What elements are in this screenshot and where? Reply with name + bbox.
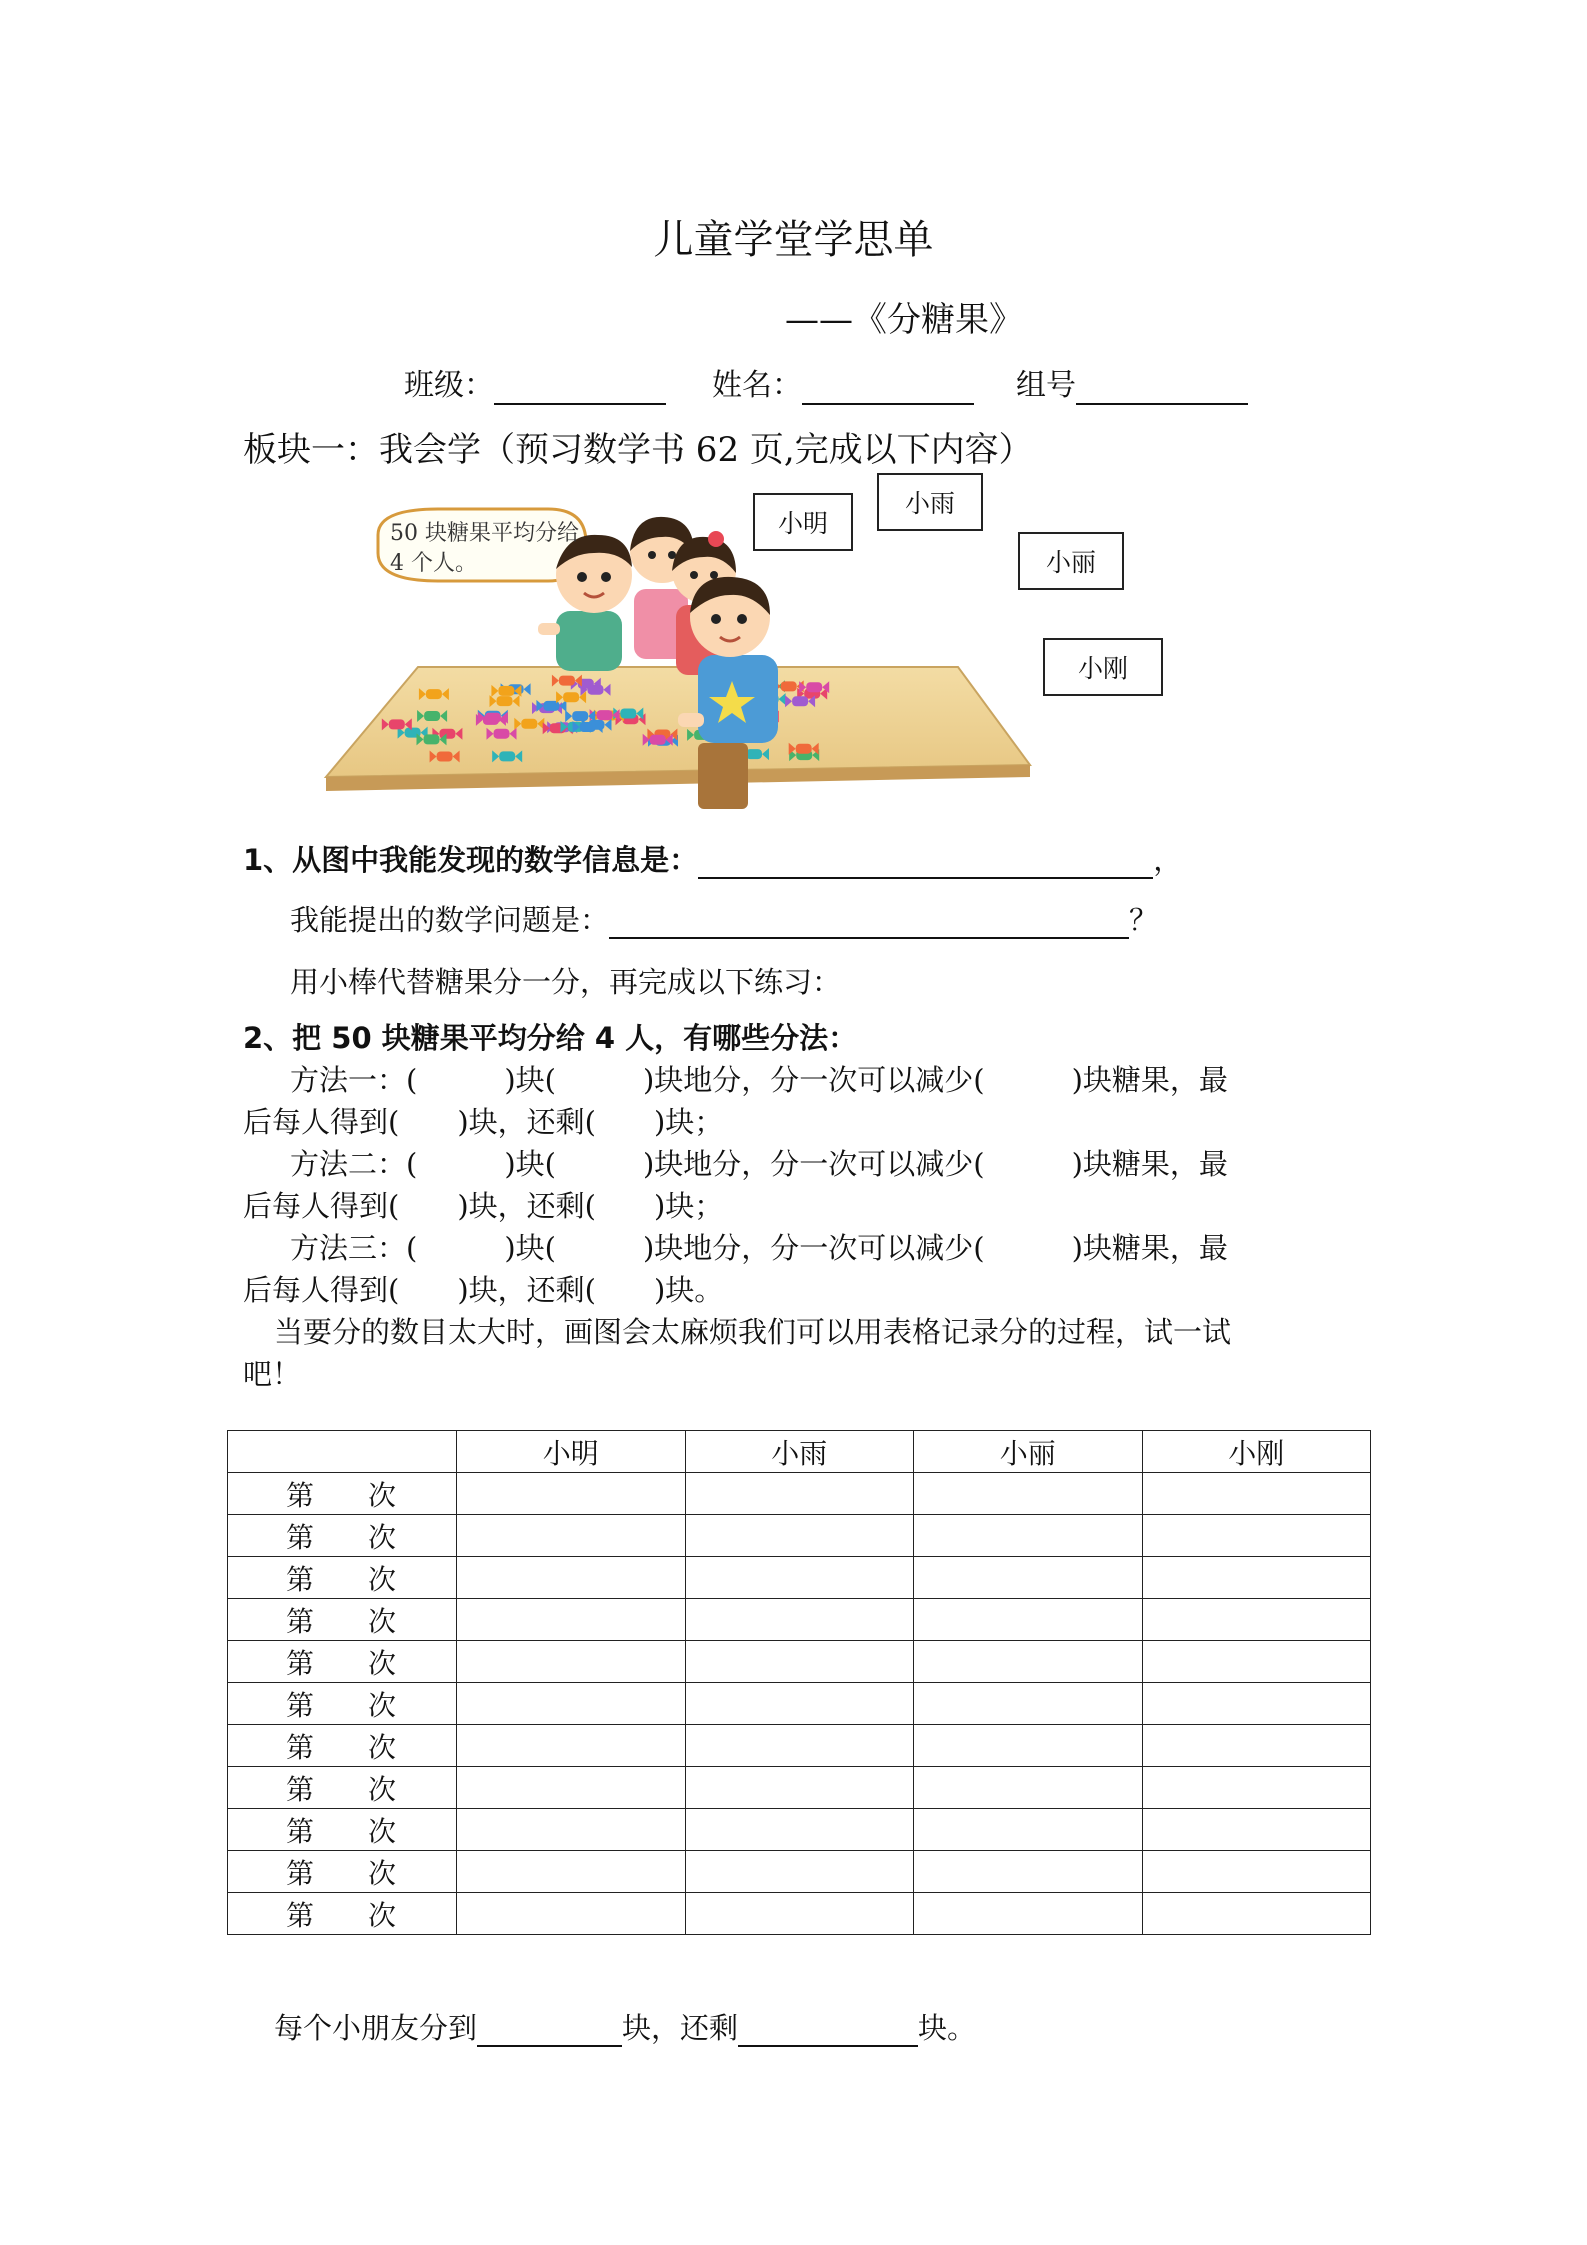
footer-each-blank[interactable] [477,2011,622,2047]
method3-line-a: 方法三：( )块( )块地分，分一次可以减少( )块糖果，最 [290,1231,1228,1265]
cell-xiaoli[interactable] [914,1641,1143,1683]
row-label-ordinal: 第 [286,1688,315,1722]
cell-xiaogang[interactable] [1142,1473,1371,1515]
table-header-row [228,1431,1371,1473]
cell-xiaoyu[interactable] [685,1809,914,1851]
row-label-cell [228,1683,457,1725]
q1-prompt-info: 1、从图中我能发现的数学信息是： [243,843,699,877]
table-body [228,1473,1371,1935]
row-label-times: 次 [368,1646,397,1680]
table-row [228,1893,1371,1935]
cell-xiaoming[interactable] [457,1515,686,1557]
row-label-ordinal: 第 [286,1604,315,1638]
cell-xiaogang[interactable] [1142,1809,1371,1851]
name-tag-xiaoli: 小丽 [1018,532,1124,590]
row-label-times: 次 [368,1562,397,1596]
group-field [1016,360,1248,405]
name-label: 姓名： [712,368,802,403]
header-cell-xiaoyu: 小雨 [685,1431,914,1473]
cell-xiaogang[interactable] [1142,1683,1371,1725]
cell-xiaoli[interactable] [914,1599,1143,1641]
header-cell-xiaoli: 小丽 [914,1431,1143,1473]
table-row [228,1515,1371,1557]
note-line-b: 吧！ [243,1357,302,1391]
candy-illustration [318,495,1050,813]
footer-text-a: 每个小朋友分到 [274,2011,478,2045]
method1-line-a: 方法一：( )块( )块地分，分一次可以减少( )块糖果，最 [290,1063,1228,1097]
cell-xiaoyu[interactable] [685,1683,914,1725]
row-label-ordinal: 第 [286,1730,315,1764]
cell-xiaoyu[interactable] [685,1599,914,1641]
row-label-times: 次 [368,1688,397,1722]
cell-xiaoyu[interactable] [685,1473,914,1515]
cell-xiaoli[interactable] [914,1473,1143,1515]
cell-xiaoming[interactable] [457,1893,686,1935]
method2-line-a: 方法二：( )块( )块地分，分一次可以减少( )块糖果，最 [290,1147,1228,1181]
row-label-times: 次 [368,1604,397,1638]
cell-xiaogang[interactable] [1142,1515,1371,1557]
row-label-cell [228,1809,457,1851]
name-tag-xiaoyu: 小雨 [877,473,983,531]
group-label: 组号 [1016,368,1076,403]
group-blank[interactable] [1076,368,1248,405]
row-label-cell [228,1641,457,1683]
method2-line-b: 后每人得到( )块，还剩( )块； [243,1189,724,1223]
footer-remain-blank[interactable] [738,2011,918,2047]
table-row [228,1851,1371,1893]
table-row [228,1809,1371,1851]
cell-xiaogang[interactable] [1142,1599,1371,1641]
cell-xiaogang[interactable] [1142,1851,1371,1893]
row-label-times: 次 [368,1772,397,1806]
method3-line-b: 后每人得到( )块，还剩( )块。 [243,1273,724,1307]
speech-bubble-text: 50 块糖果平均分给 4 个人。 [390,521,579,576]
cell-xiaoli[interactable] [914,1767,1143,1809]
footer-sentence [274,2006,976,2047]
table-row [228,1473,1371,1515]
page-subtitle: ——《分糖果》 [785,300,1023,340]
cell-xiaoming[interactable] [457,1641,686,1683]
row-label-times: 次 [368,1520,397,1554]
cell-xiaoli[interactable] [914,1683,1143,1725]
row-label-ordinal: 第 [286,1856,315,1890]
row-label-ordinal: 第 [286,1898,315,1932]
row-label-cell [228,1893,457,1935]
cell-xiaoming[interactable] [457,1767,686,1809]
row-label-ordinal: 第 [286,1772,315,1806]
cell-xiaoyu[interactable] [685,1725,914,1767]
table-row [228,1641,1371,1683]
class-blank[interactable] [494,368,666,405]
cell-xiaoming[interactable] [457,1725,686,1767]
cell-xiaoming[interactable] [457,1809,686,1851]
header-cell-xiaoming: 小明 [457,1431,686,1473]
row-label-ordinal: 第 [286,1646,315,1680]
name-field [712,360,974,405]
cell-xiaoyu[interactable] [685,1893,914,1935]
q1-info-blank[interactable] [698,843,1153,879]
row-label-cell [228,1557,457,1599]
header-cell-xiaogang: 小刚 [1142,1431,1371,1473]
q1-question-mark: ？ [1129,903,1159,937]
table-row [228,1599,1371,1641]
q1-line1 [243,838,1182,879]
row-label-cell [228,1767,457,1809]
row-label-cell [228,1515,457,1557]
name-blank[interactable] [802,368,974,405]
cell-xiaoli[interactable] [914,1851,1143,1893]
row-label-cell [228,1725,457,1767]
q1-prompt-question: 我能提出的数学问题是： [290,903,610,937]
cell-xiaoli[interactable] [914,1725,1143,1767]
table-row [228,1683,1371,1725]
cell-xiaogang[interactable] [1142,1725,1371,1767]
name-tag-xiaogang: 小刚 [1043,638,1163,696]
cell-xiaogang[interactable] [1142,1557,1371,1599]
footer-text-c: 块。 [918,2011,977,2045]
row-label-times: 次 [368,1856,397,1890]
class-field [404,360,666,405]
page-title: 儿童学堂学思单 [653,217,934,263]
row-label-times: 次 [368,1898,397,1932]
cell-xiaogang[interactable] [1142,1767,1371,1809]
row-label-ordinal: 第 [286,1562,315,1596]
class-label: 班级： [404,368,494,403]
row-label-cell [228,1599,457,1641]
method1-line-b: 后每人得到( )块，还剩( )块； [243,1105,724,1139]
row-label-cell [228,1473,457,1515]
cell-xiaoli[interactable] [914,1893,1143,1935]
row-label-times: 次 [368,1730,397,1764]
header-cell-empty [228,1431,457,1473]
cell-xiaoli[interactable] [914,1557,1143,1599]
q2-heading: 2、把 50 块糖果平均分给 4 人，有哪些分法： [243,1021,858,1055]
cell-xiaoli[interactable] [914,1809,1143,1851]
table-row [228,1725,1371,1767]
record-table [227,1430,1371,1935]
row-label-cell [228,1851,457,1893]
q1-line2 [290,898,1158,939]
row-label-ordinal: 第 [286,1478,315,1512]
cell-xiaoyu[interactable] [685,1767,914,1809]
cell-xiaoyu[interactable] [685,1515,914,1557]
cell-xiaoming[interactable] [457,1473,686,1515]
cell-xiaoming[interactable] [457,1683,686,1725]
section-heading: 板块一：我会学（预习数学书 62 页,完成以下内容） [243,430,1033,470]
note-line-a: 当要分的数目太大时，画图会太麻烦我们可以用表格记录分的过程，试一试 [274,1315,1232,1349]
name-tag-xiaoming: 小明 [753,493,853,551]
q1-line3: 用小棒代替糖果分一分，再完成以下练习： [290,965,842,999]
q1-question-blank[interactable] [609,903,1129,939]
row-label-ordinal: 第 [286,1814,315,1848]
cell-xiaoli[interactable] [914,1515,1143,1557]
row-label-times: 次 [368,1478,397,1512]
cell-xiaoyu[interactable] [685,1851,914,1893]
cell-xiaoming[interactable] [457,1557,686,1599]
table-row [228,1557,1371,1599]
table-row [228,1767,1371,1809]
row-label-times: 次 [368,1814,397,1848]
cell-xiaoyu[interactable] [685,1557,914,1599]
cell-xiaogang[interactable] [1142,1893,1371,1935]
row-label-ordinal: 第 [286,1520,315,1554]
q1-comma: ， [1153,843,1183,877]
cell-xiaogang[interactable] [1142,1641,1371,1683]
footer-text-b: 块，还剩 [622,2011,739,2045]
cell-xiaoyu[interactable] [685,1641,914,1683]
cell-xiaoming[interactable] [457,1851,686,1893]
cell-xiaoming[interactable] [457,1599,686,1641]
